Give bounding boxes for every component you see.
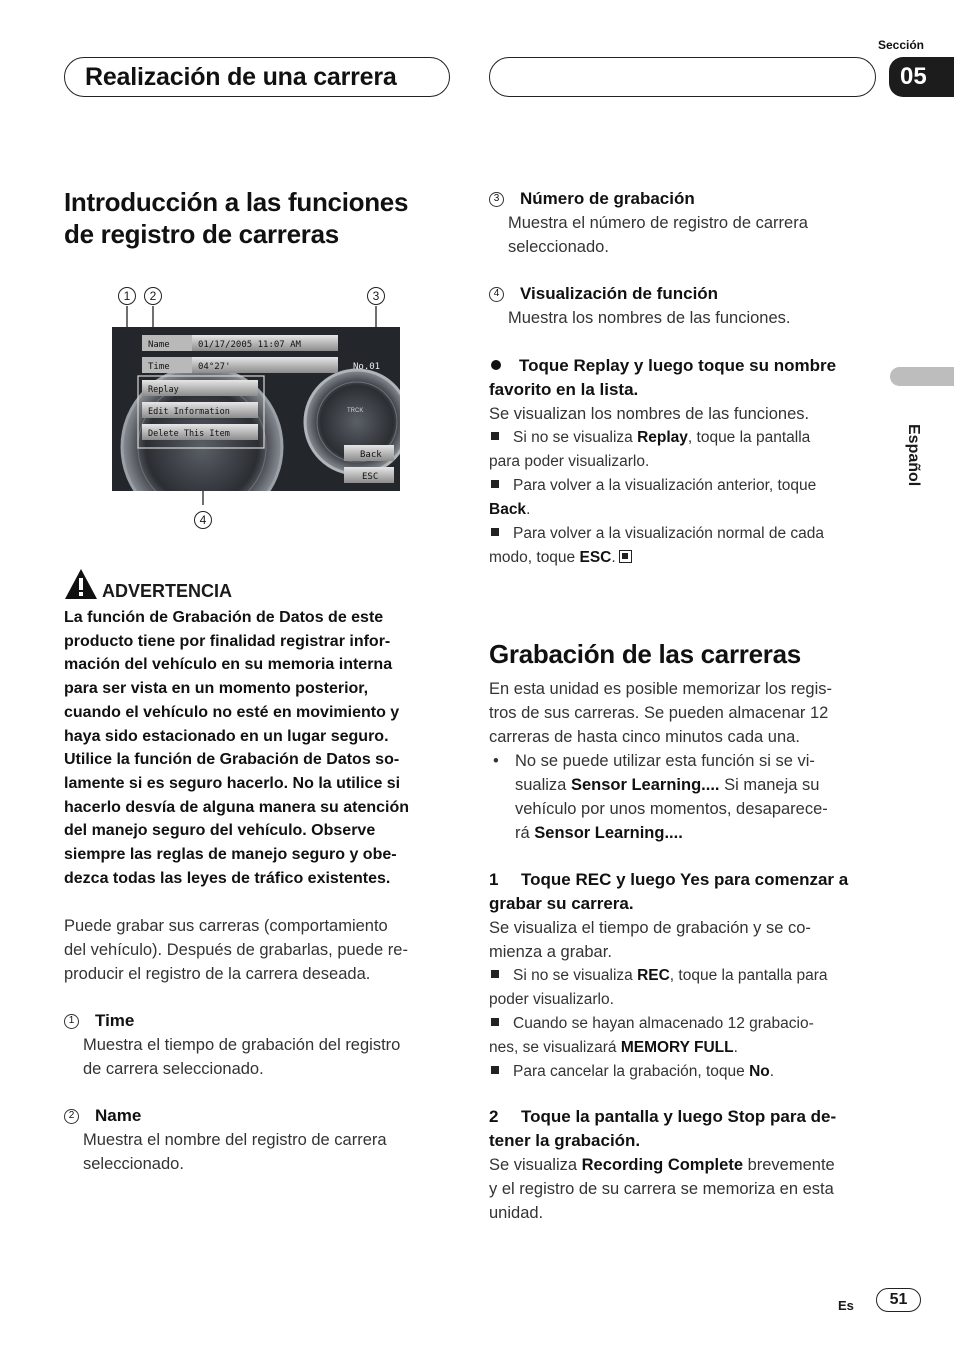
step-1-head: 1 Toque REC y luego Yes para comenzar a (489, 870, 849, 889)
screen-esc-button: ESC (362, 472, 379, 482)
grabacion-bullet-line: • No se puede utilizar esta función si se vi- (489, 749, 881, 773)
section-label: Sección (877, 38, 925, 52)
grabacion-intro (489, 677, 881, 749)
item-function-display (489, 282, 879, 330)
replay-note-2: Para volver a la visualización anterior, toque (489, 474, 881, 498)
square-bullet-icon (491, 970, 499, 978)
item-name (64, 1104, 454, 1176)
square-bullet-icon (491, 432, 499, 440)
callout-4: 4 (194, 511, 212, 529)
language-side-tab (890, 367, 954, 386)
warning-triangle-icon (64, 568, 98, 600)
warning-heading-text: ADVERTENCIA (102, 581, 233, 601)
item-title: Visualización de función (520, 284, 719, 303)
step-2 (489, 1105, 881, 1225)
item-desc-line: seleccionado. (508, 238, 609, 256)
step-2-result: y el registro de su carrera se memoriza en esta (489, 1180, 834, 1198)
footer-language: Es (838, 1298, 854, 1313)
grabacion-bullet (489, 749, 881, 845)
device-screen-figure (112, 327, 400, 491)
item-title: Name (95, 1106, 142, 1125)
callout-3: 3 (367, 287, 385, 305)
item-time (64, 1009, 454, 1081)
item-desc-line: seleccionado. (83, 1155, 184, 1173)
square-bullet-icon (491, 1018, 499, 1026)
warning-heading (64, 568, 232, 600)
step-2-result: Se visualiza Recording Complete brevemente (489, 1156, 835, 1174)
grabacion-intro-line: tros de sus carreras. Se pueden almacenar 12 (489, 704, 829, 722)
warning-line: para ser vista en un momento posterior, (64, 680, 369, 698)
step-1-note-1: Si no se visualiza REC, toque la pantalla para (489, 964, 881, 988)
item-number: 1 (64, 1014, 79, 1029)
callout-2: 2 (144, 287, 162, 305)
warning-line: producto tiene por finalidad registrar infor- (64, 632, 391, 650)
gauge-brand: TRCK (347, 408, 364, 414)
warning-line: La función de Grabación de Datos de este (64, 609, 384, 626)
item-number: 2 (64, 1109, 79, 1124)
grabacion-section-title: Grabación de las carreras (489, 639, 801, 669)
intro-section-title (64, 186, 408, 250)
item-desc-line: Muestra el número de registro de carrera (508, 214, 808, 232)
page-number: 51 (876, 1288, 921, 1312)
replay-result: Se visualizan los nombres de las funciones. (489, 405, 810, 423)
replay-note-2-cont: Back. (489, 501, 531, 518)
item-desc-line: Muestra el nombre del registro de carrera (83, 1131, 387, 1149)
language-label: Español (905, 424, 922, 487)
warning-line: siempre las reglas de manejo seguro y obe- (64, 846, 397, 864)
warning-line: cuando el vehículo no esté en movimiento y (64, 703, 400, 721)
header-empty-pill (489, 57, 876, 97)
replay-instruction (489, 354, 881, 570)
replay-note-1: Si no se visualiza Replay, toque la pantalla (489, 426, 881, 450)
intro-line: del vehículo). Después de grabarlas, puede re- (64, 941, 408, 959)
replay-note-1-cont: para poder visualizarlo. (489, 453, 650, 470)
grabacion-intro-line: carreras de hasta cinco minutos cada una. (489, 728, 800, 746)
item-title: Número de grabación (520, 189, 695, 208)
intro-title-line1: Introducción a las funciones (64, 187, 409, 217)
section-number-tab: 05 (889, 57, 954, 97)
bullet-dot-icon: • (493, 752, 499, 770)
step-1-note-3: Para cancelar la grabación, toque No. (489, 1060, 881, 1084)
screen-menu-replay: Replay (148, 385, 179, 395)
square-bullet-icon (491, 480, 499, 488)
item-title: Time (95, 1011, 135, 1030)
screen-back-button: Back (360, 450, 382, 460)
screen-time-value: 04°27' (198, 362, 231, 372)
item-desc-line: Muestra los nombres de las funciones. (508, 309, 791, 327)
replay-note-3-cont: modo, toque ESC. (489, 546, 881, 570)
step-2-head: 2 Toque la pantalla y luego Stop para de- (489, 1107, 837, 1126)
step-1 (489, 868, 881, 1084)
screen-illustration (112, 327, 400, 491)
replay-head-line2: favorito en la lista. (489, 380, 639, 399)
item-desc-line: Muestra el tiempo de grabación del registro (83, 1036, 401, 1054)
intro-line: producir el registro de la carrera deseada. (64, 965, 371, 983)
replay-note-3: Para volver a la visualización normal de cada (489, 522, 881, 546)
screen-record-no: No.01 (353, 362, 381, 372)
bullet-dot-icon (491, 360, 501, 370)
intro-title-line2: de registro de carreras (64, 219, 339, 249)
warning-body (64, 606, 454, 890)
square-bullet-icon (491, 1066, 499, 1074)
step-1-note-2-cont: nes, se visualizará MEMORY FULL. (489, 1039, 738, 1056)
screen-name-value: 01/17/2005 11:07 AM (198, 340, 301, 350)
item-number: 4 (489, 287, 504, 302)
replay-head-line1: Toque Replay y luego toque su nombre (519, 356, 837, 375)
step-1-result: Se visualiza el tiempo de grabación y se co- (489, 919, 811, 937)
warning-line: haya sido estacionado en un lugar seguro. (64, 727, 389, 745)
intro-line: Puede grabar sus carreras (comportamiento (64, 917, 388, 935)
screen-menu-delete: Delete This Item (148, 429, 230, 439)
end-mark-icon (619, 550, 632, 563)
warning-line: Utilice la función de Grabación de Datos so- (64, 751, 400, 769)
item-record-number (489, 187, 879, 259)
chapter-title: Realización de una carrera (85, 62, 397, 91)
step-1-result: mienza a grabar. (489, 943, 612, 961)
grabacion-bullet-line: rá Sensor Learning.... (515, 824, 683, 842)
warning-line: del manejo seguro del vehículo. Observe (64, 822, 376, 840)
grabacion-bullet-line: vehículo por unos momentos, desaparece- (515, 800, 828, 818)
item-desc-line: de carrera seleccionado. (83, 1060, 264, 1078)
step-1-head-line2: grabar su carrera. (489, 894, 634, 913)
intro-paragraph (64, 914, 454, 986)
screen-time-label: Time (148, 362, 170, 372)
screen-menu-edit: Edit Information (148, 407, 230, 417)
grabacion-bullet-line: sualiza Sensor Learning.... Si maneja su (515, 776, 820, 794)
callout-1: 1 (118, 287, 136, 305)
screen-name-label: Name (148, 340, 170, 350)
replay-head (489, 354, 881, 378)
warning-line: mación del vehículo en su memoria interna (64, 656, 393, 674)
warning-line: lamente si es seguro hacerlo. No la utilice si (64, 774, 401, 792)
chapter-title-pill (64, 57, 450, 97)
item-number: 3 (489, 192, 504, 207)
step-2-result: unidad. (489, 1204, 544, 1222)
step-1-note-1-cont: poder visualizarlo. (489, 991, 614, 1008)
grabacion-intro-line: En esta unidad es posible memorizar los regis- (489, 680, 832, 698)
square-bullet-icon (491, 528, 499, 536)
warning-line: hacerlo desvía de alguna manera su atención (64, 798, 410, 816)
step-2-head-line2: tener la grabación. (489, 1131, 641, 1150)
warning-line: dezca todas las leyes de tráfico existentes. (64, 869, 391, 887)
step-1-note-2: Cuando se hayan almacenado 12 grabacio- (489, 1012, 881, 1036)
